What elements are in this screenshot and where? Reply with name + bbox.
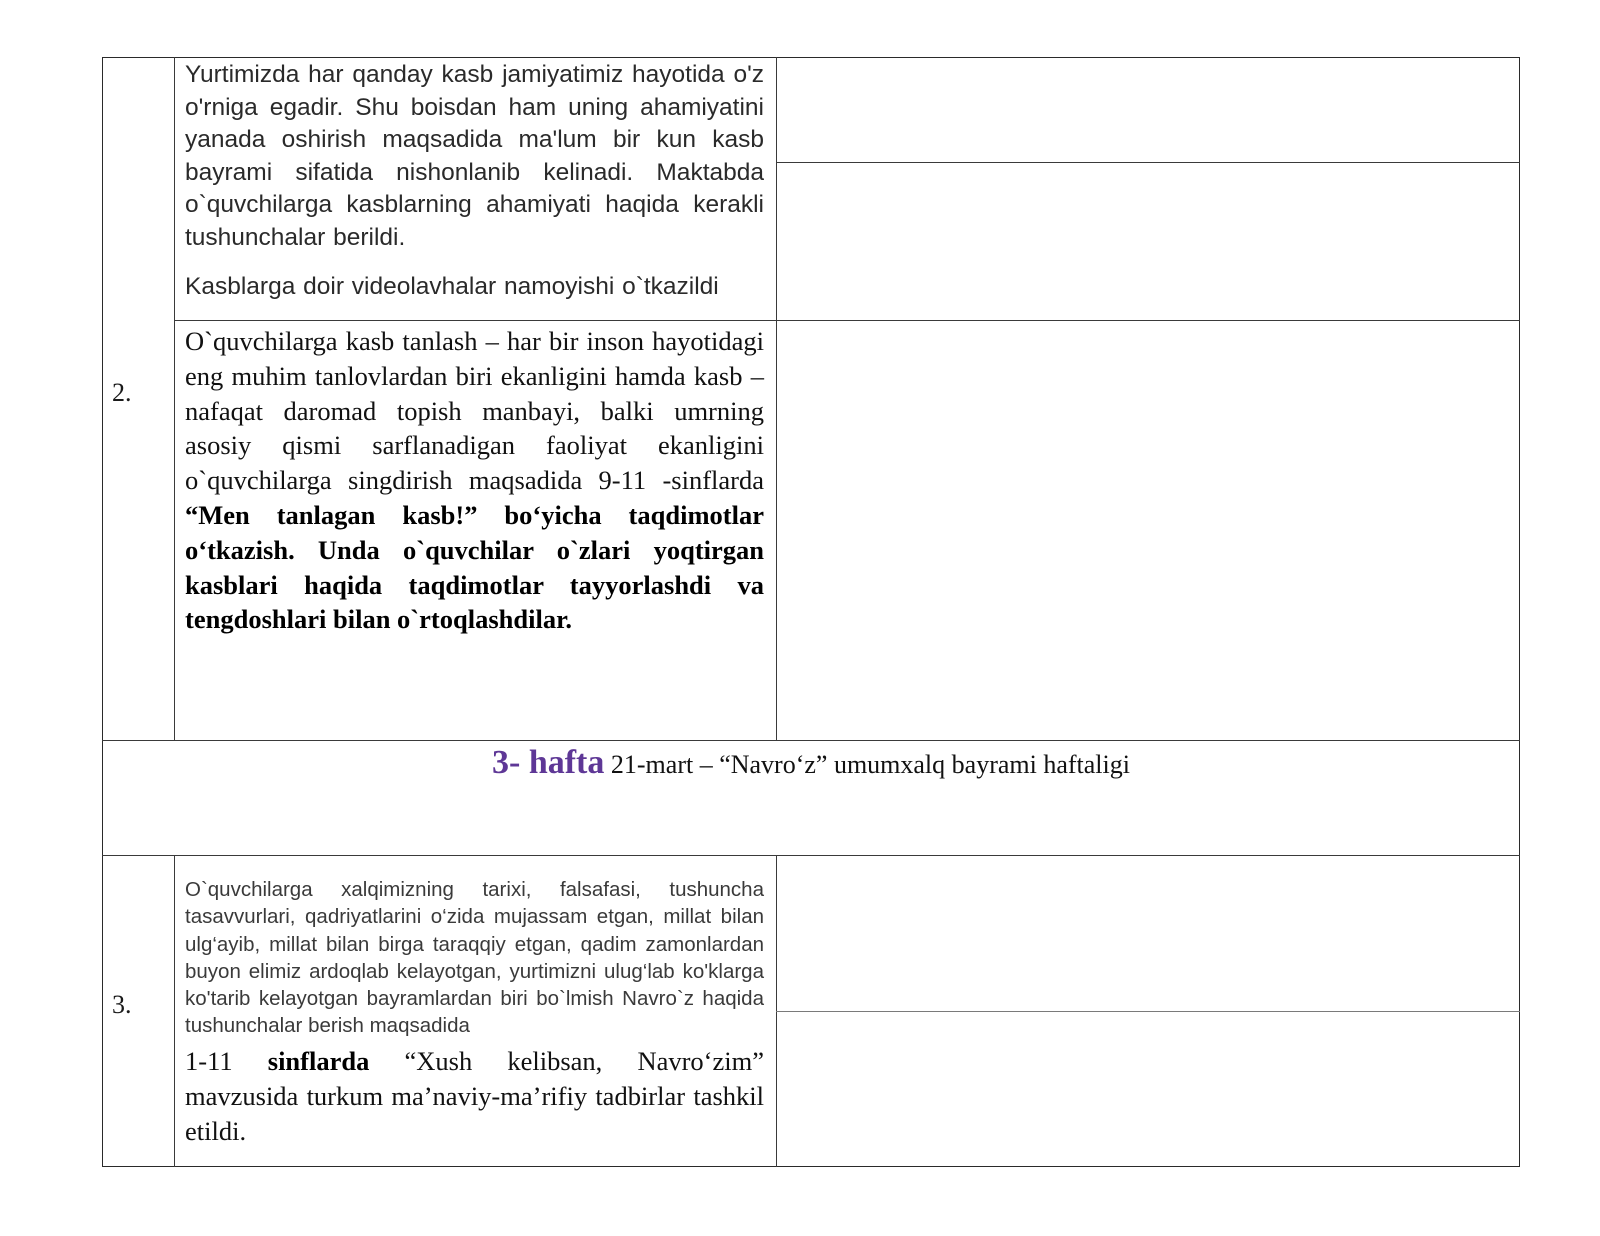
row-number: 2. — [112, 378, 132, 407]
week-title: 21-mart – “Navro‘z” umumxalq bayrami haftaligi — [604, 750, 1130, 779]
row-divider — [776, 162, 1520, 163]
activity-description — [185, 324, 764, 637]
column-divider-notes — [776, 57, 777, 741]
activity-description: Kasblarga doir videolavhalar namoyishi o`tkazildi — [185, 273, 719, 300]
row-divider — [776, 1011, 1520, 1012]
description-text: 1-11 — [185, 1046, 268, 1076]
activity-description: O`quvchilarga xalqimizning tarixi, falsafasi, tushuncha tasavvurlari, qadriyatlarini o‘zida mujassam etgan, millat bilan ulg‘ayib, millat bilan birga taraqqiy etgan, qadim zamonlardan buyon elimiz ardoqlab kelayotgan, yurtimizni ulug‘lab ko'klarga ko'tarib kelayotgan bayramlardan biri bo`lmish Navro`z haqida tushunchalar berish maqsadida — [185, 878, 764, 1038]
row-divider — [102, 855, 1520, 856]
row-number: 3. — [112, 990, 132, 1019]
week-header — [102, 744, 1520, 782]
activity-description — [185, 1044, 764, 1149]
activity-description: Yurtimizda har qanday kasb jamiyatimiz hayotida o'z o'rniga egadir. Shu boisdan ham uning ahamiyatini yanada oshirish maqsadida ma'lum bir kun kasb bayrami sifatida nishonlanib kelinadi. Maktabda o`quvchilarga kasblarning ahamiyati haqida kerakli tushunchalar berildi. — [185, 61, 764, 251]
description-bold-text: sinflarda — [267, 1046, 370, 1076]
week-number: 3- hafta — [492, 744, 605, 781]
row-divider — [174, 320, 1520, 321]
column-divider-number — [174, 57, 175, 741]
description-text: “Xush kelibsan, Navro‘zim” mavzusida turkum ma’naviy-ma’rifiy tadbirlar tashkil etildi. — [185, 1046, 765, 1146]
description-bold-text: “Men tanlagan kasb!” bo‘yicha taqdimotlar o‘tkazish. Unda o`quvchilar o`zlari yoqtirgan kasblari haqida taqdimotlar tayyorlashdi va tengdoshlari bilan o`rtoqlashdilar. — [185, 499, 764, 635]
column-divider-number — [174, 855, 175, 1167]
description-text: O`quvchilarga kasb tanlash – har bir inson hayotidagi eng muhim tanlovlardan biri ekanligini hamda kasb – nafaqat daromad topish manbayi, balki umrning asosiy qismi sarflanadigan faoliyat ekanligini o`quvchilarga singdirish maqsadida 9-11 -sinflarda — [185, 326, 764, 496]
row-divider — [102, 740, 1520, 741]
